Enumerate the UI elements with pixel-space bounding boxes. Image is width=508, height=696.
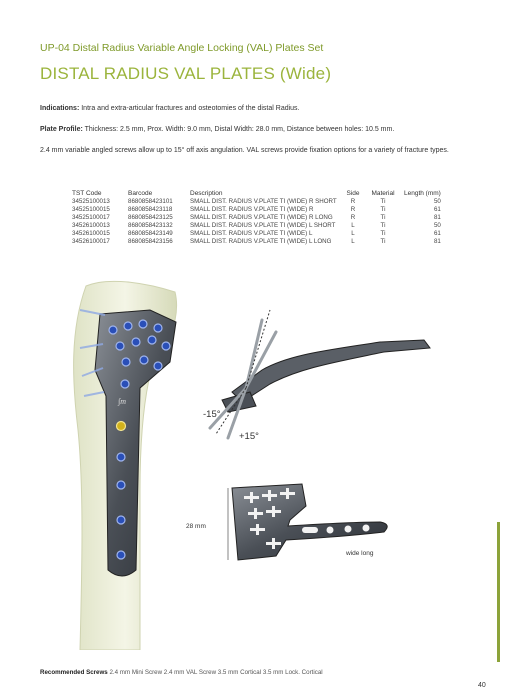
table-cell: 8680858423125: [128, 214, 173, 221]
plate-front-view: [232, 484, 387, 560]
table-row: [72, 198, 449, 206]
accent-bar: [497, 522, 500, 662]
plate-profile-text: Thickness: 2.5 mm, Prox. Width: 9.0 mm, Distal Width: 28.0 mm, Distance between holes: 10.5 mm.: [82, 126, 395, 133]
footer-text: 2.4 mm Mini Screw 2.4 mm VAL Screw 3.5 mm Cortical 3.5 mm Lock. Cortical: [107, 669, 323, 676]
table-row: [72, 214, 449, 222]
width-dimension-label: 28 mm: [186, 523, 206, 530]
table-cell: 81: [433, 238, 441, 245]
table-cell: SMALL DIST. RADIUS V.PLATE TI (WIDE) L LONG: [190, 238, 332, 245]
plate-caption: wide long: [346, 550, 374, 557]
col-description: Description: [190, 190, 223, 197]
logo-mark: ∫m: [118, 397, 126, 406]
col-side: Side: [346, 190, 360, 197]
table-cell: L: [351, 222, 355, 229]
table-cell: 8680858423156: [128, 238, 173, 245]
table-cell: 50: [433, 198, 441, 205]
col-barcode: Barcode: [128, 190, 153, 197]
table-cell: 34525100013: [72, 198, 110, 205]
plate-profile-paragraph: [40, 125, 465, 135]
table-row: [72, 230, 449, 238]
table-cell: SMALL DIST. RADIUS V.PLATE TI (WIDE) R: [190, 206, 314, 213]
table-row: [72, 222, 449, 230]
table-cell: 34525100017: [72, 214, 110, 221]
table-cell: 34526100017: [72, 238, 110, 245]
table-cell: Ti: [380, 230, 386, 237]
col-length: Length (mm): [404, 190, 441, 197]
table-cell: 8680858423149: [128, 230, 173, 237]
page-number: 40: [478, 682, 486, 689]
product-illustration: [0, 270, 508, 650]
indications-text: Intra and extra-articular fractures and osteotomies of the distal Radius.: [79, 105, 300, 112]
table-cell: R: [350, 198, 356, 205]
table-row: [72, 206, 449, 214]
indications-paragraph: [40, 104, 465, 114]
screws-paragraph: 2.4 mm variable angled screws allow up to 15° off axis angulation. VAL screws provide fixation options for a variety of fracture types.: [40, 147, 449, 154]
table-cell: 8680858423132: [128, 222, 173, 229]
col-material: Material: [371, 190, 395, 197]
table-cell: L: [351, 238, 355, 245]
product-table: [72, 190, 449, 246]
plate-side-view: [232, 340, 430, 402]
table-cell: Ti: [380, 214, 386, 221]
table-cell: 61: [433, 230, 441, 237]
table-cell: Ti: [380, 222, 386, 229]
footer-recommended-screws: [40, 669, 323, 676]
plate-profile-label: Plate Profile:: [40, 126, 83, 133]
section-subtitle: UP-04 Distal Radius Variable Angle Locking (VAL) Plates Set: [40, 42, 324, 54]
table-cell: SMALL DIST. RADIUS V.PLATE TI (WIDE) L SHORT: [190, 222, 336, 229]
table-cell: Ti: [380, 206, 386, 213]
table-cell: 61: [433, 206, 441, 213]
table-header-row: [72, 190, 449, 198]
table-cell: Ti: [380, 238, 386, 245]
table-cell: Ti: [380, 198, 386, 205]
indications-label: Indications:: [40, 105, 80, 112]
angle-negative-label: -15°: [203, 409, 221, 420]
compression-screw: [117, 422, 126, 431]
table-cell: R: [350, 214, 356, 221]
col-tst-code: TST Code: [72, 190, 102, 197]
footer-label: Recommended Screws: [40, 669, 108, 676]
angle-positive-label: +15°: [239, 431, 259, 442]
table-cell: 34526100013: [72, 222, 110, 229]
table-cell: 8680858423101: [128, 198, 173, 205]
table-cell: SMALL DIST. RADIUS V.PLATE TI (WIDE) R LONG: [190, 214, 333, 221]
table-cell: 81: [433, 214, 441, 221]
table-cell: R: [350, 206, 356, 213]
table-cell: L: [351, 230, 355, 237]
table-row: [72, 238, 449, 246]
table-cell: 34526100015: [72, 230, 110, 237]
page-title: DISTAL RADIUS VAL PLATES (Wide): [40, 64, 332, 83]
table-cell: 8680858423118: [128, 206, 173, 213]
table-cell: 50: [433, 222, 441, 229]
table-cell: SMALL DIST. RADIUS V.PLATE TI (WIDE) L: [190, 230, 313, 237]
table-cell: SMALL DIST. RADIUS V.PLATE TI (WIDE) R SHORT: [190, 198, 337, 205]
table-cell: 34525100015: [72, 206, 110, 213]
